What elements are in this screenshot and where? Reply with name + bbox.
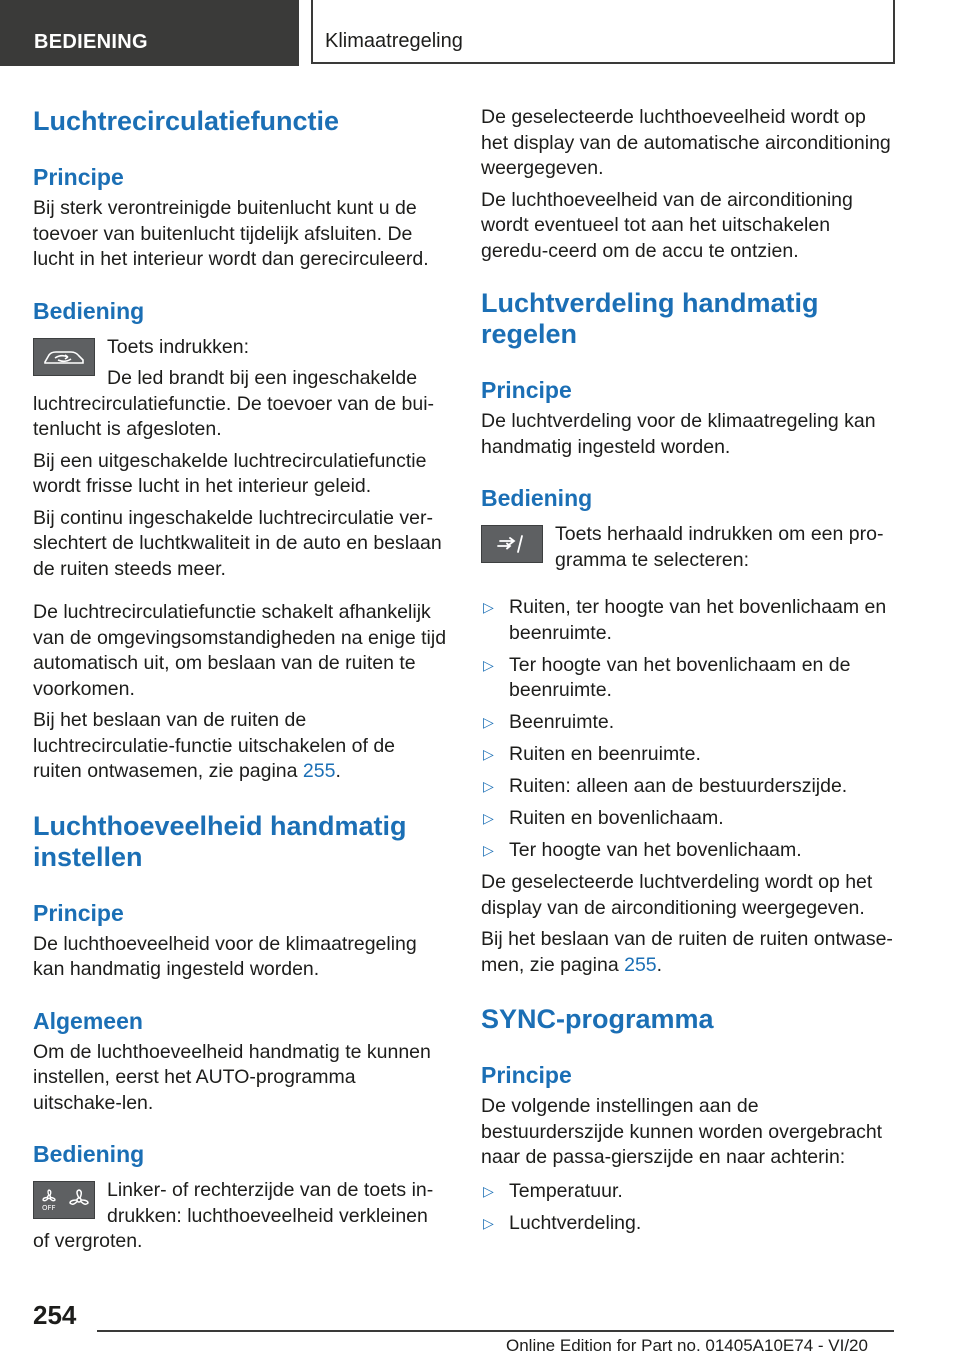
recirculation-button-icon [33,338,95,376]
dist-principe-heading: Principe [481,377,572,403]
recirc-fogging-text: Bij het beslaan van de ruiten de luchtrecirculatie‐functie uitschakelen of de ruiten ontwasemen, zie pagina 255. [33,709,396,782]
triangle-bullet-icon: ▷ [483,810,494,826]
recirc-auto-off-text: De luchtrecirculatiefunctie schakelt afhankelijk van de omgevingsomstandigheden na enige tijd automatisch uit, om beslaan van de ruiten te voorkomen. [33,601,447,700]
air-principe-text: De luchthoeveelheid voor de klimaatregeling kan handmatig ingesteld worden. [33,932,417,980]
list-item: ▷ Ter hoogte van het bovenlichaam en de beenruimte. [483,653,851,701]
list-item: ▷ Luchtverdeling. [481,1211,897,1237]
triangle-bullet-icon: ▷ [483,842,494,858]
fan-large-icon [67,1188,91,1212]
recirc-principe-heading: Principe [33,164,124,190]
footer-divider [97,1330,894,1332]
fan-small-icon [38,1189,60,1211]
right-column [481,100,897,1243]
triangle-bullet-icon: ▷ [483,778,494,794]
list-item: ▷ Ruiten: alleen aan de bestuurderszijde. [481,774,897,800]
header-section-tab: BEDIENING [0,0,299,66]
air-battery-text: De luchthoeveelheid van de airconditioning wordt eventueel tot aan het uitschakelen geredu‐ceerd om de accu te ontzien. [481,188,853,262]
air-amount-title: Luchthoeveelheid handmatig instellen [33,810,407,872]
list-item: ▷ Beenruimte. [481,710,897,736]
left-column [33,100,449,1255]
recirc-title: Luchtrecirculatiefunctie [33,106,340,136]
dist-principe-text: De luchtverdeling voor de klimaatregeling kan handmatig ingesteld worden. [481,410,876,458]
recirc-led-text: De led brandt bij een ingeschakelde luchtrecirculatiefunctie. De toevoer van de bui‐tenlucht is afgesloten. [33,367,435,440]
recirc-bediening-heading: Bediening [33,297,145,324]
sync-list [481,1179,897,1237]
triangle-bullet-icon: ▷ [483,656,494,673]
air-algemeen-text: Om de luchthoeveelheid handmatig te kunnen instellen, eerst het AUTO-programma uitschake‐len. [33,1040,431,1114]
page-link-255[interactable]: 255 [302,760,336,782]
triangle-bullet-icon: ▷ [483,714,494,730]
sync-principe-text: De volgende instellingen aan de bestuurderszijde kunnen worden overgebracht naar de passa‐gierszijde en naar achterin: [481,1095,883,1168]
recirc-principe-text: Bij sterk verontreinigde buitenlucht kunt u de toevoer van buitenlucht tijdelijk afsluiten. De lucht in het interieur wordt dan gerecirculeerd. [33,197,429,270]
dist-display-text: De geselecteerde luchtverdeling wordt op het display van de airconditioning weergegeven. [481,871,873,919]
list-item: ▷ Ter hoogte van het bovenlichaam. [481,838,897,864]
air-bediening-heading: Bediening [33,1141,145,1167]
fan-button-icon [33,1181,95,1219]
recirc-continuous-text: Bij continu ingeschakelde luchtrecirculatie ver‐slechtert de luchtkwaliteit in de auto en beslaan de ruiten steeds meer. [33,506,442,580]
air-display-text: De geselecteerde luchthoeveelheid wordt op het display van de automatische airconditioning weergegeven. [481,106,891,179]
fan-off-label: OFF [41,1204,56,1211]
list-item: ▷ Ruiten, ter hoogte van het bovenlichaam en beenruimte. [483,596,887,644]
triangle-bullet-icon: ▷ [483,599,494,615]
air-distribution-title: Luchtverdeling handmatig regelen [481,288,819,349]
recirc-off-text: Bij een uitgeschakelde luchtrecirculatiefunctie wordt frisse lucht in het interieur geleid. [33,449,427,497]
dist-fogging-text: Bij het beslaan van de ruiten de ruiten ontwase‐men, zie pagina 255. [481,928,893,976]
dist-program-list [481,595,897,864]
list-item: ▷ Temperatuur. [481,1179,897,1205]
header-chapter-title: Klimaatregeling [311,0,895,64]
dist-bediening-heading: Bediening [481,485,593,511]
triangle-bullet-icon: ▷ [483,1214,494,1231]
car-recirculation-icon [41,346,87,368]
air-algemeen-heading: Algemeen [33,1007,143,1034]
list-item: ▷ Ruiten en bovenlichaam. [481,806,897,832]
page-number: 254 [33,1300,77,1330]
sync-principe-heading: Principe [481,1062,572,1088]
recirc-press-key: Toets indrukken: [107,335,249,358]
dist-bediening-text: Toets herhaald indrukken om een pro‐gramma te selecteren: [555,523,884,571]
footer-edition: Online Edition for Part no. 01405A10E74 - VI/20 [506,1336,868,1355]
air-distribution-button-icon [481,525,543,563]
triangle-bullet-icon: ▷ [483,746,494,762]
sync-title: SYNC-programma [481,1004,714,1034]
air-principe-heading: Principe [33,899,124,926]
page-link-255[interactable]: 255 [624,953,657,976]
list-item: ▷ Ruiten en beenruimte. [481,742,897,768]
air-distribution-icon [492,532,532,556]
air-bediening-text: Linker- of rechterzijde van de toets in‐drukken: luchthoeveelheid verkleinen of vergroten. [33,1179,434,1252]
triangle-bullet-icon: ▷ [483,1182,494,1199]
